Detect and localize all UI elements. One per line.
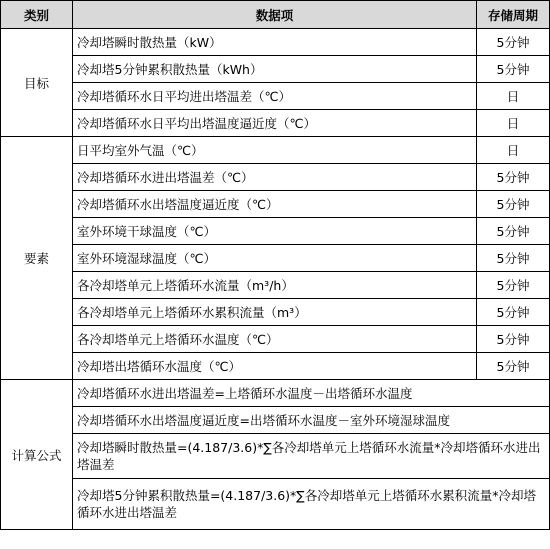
period-cell: 日 (477, 137, 550, 164)
table-row (1, 326, 550, 353)
table-row (1, 110, 550, 137)
formula-cell: 冷却塔5分钟累积散热量=(4.187/3.6)*∑各冷却塔单元上塔循环水累积流量*冷却塔循环水进出塔温差 (73, 479, 550, 530)
table-row (1, 83, 550, 110)
table-row (1, 137, 550, 164)
item-cell: 室外环境干球温度（℃） (73, 218, 477, 245)
category-formulas: 计算公式 (1, 380, 73, 530)
table-row (1, 56, 550, 83)
period-cell: 5分钟 (477, 191, 550, 218)
header-item: 数据项 (73, 1, 477, 29)
period-cell: 5分钟 (477, 218, 550, 245)
table-row (1, 164, 550, 191)
period-cell: 5分钟 (477, 29, 550, 56)
period-cell: 5分钟 (477, 245, 550, 272)
table-row (1, 272, 550, 299)
item-cell: 各冷却塔单元上塔循环水流量（m³/h） (73, 272, 477, 299)
item-cell: 室外环境湿球温度（℃） (73, 245, 477, 272)
table-row (1, 245, 550, 272)
table-row (1, 218, 550, 245)
item-cell: 日平均室外气温（℃） (73, 137, 477, 164)
table-row (1, 434, 550, 479)
item-cell: 冷却塔循环水进出塔温差（℃） (73, 164, 477, 191)
item-cell: 各冷却塔单元上塔循环水温度（℃） (73, 326, 477, 353)
period-cell: 5分钟 (477, 299, 550, 326)
table-row (1, 29, 550, 56)
formula-cell: 冷却塔循环水出塔温度逼近度=出塔循环水温度－室外环境湿球温度 (73, 407, 550, 434)
table-row (1, 191, 550, 218)
period-cell: 5分钟 (477, 272, 550, 299)
table-row (1, 299, 550, 326)
item-cell: 冷却塔5分钟累积散热量（kWh） (73, 56, 477, 83)
table-row (1, 380, 550, 407)
formula-cell: 冷却塔瞬时散热量=(4.187/3.6)*∑各冷却塔单元上塔循环水流量*冷却塔循环水进出塔温差 (73, 434, 550, 479)
period-cell: 5分钟 (477, 56, 550, 83)
item-cell: 冷却塔循环水日平均进出塔温差（℃） (73, 83, 477, 110)
period-cell: 5分钟 (477, 326, 550, 353)
item-cell: 冷却塔循环水出塔温度逼近度（℃） (73, 191, 477, 218)
table-row (1, 479, 550, 530)
item-cell: 各冷却塔单元上塔循环水累积流量（m³） (73, 299, 477, 326)
table-row (1, 353, 550, 380)
header-category: 类别 (1, 1, 73, 29)
category-elements: 要素 (1, 137, 73, 380)
formula-cell: 冷却塔循环水进出塔温差=上塔循环水温度－出塔循环水温度 (73, 380, 550, 407)
header-period: 存储周期 (477, 1, 550, 29)
period-cell: 日 (477, 83, 550, 110)
period-cell: 日 (477, 110, 550, 137)
item-cell: 冷却塔出塔循环水温度（℃） (73, 353, 477, 380)
table-row (1, 407, 550, 434)
item-cell: 冷却塔瞬时散热量（kW） (73, 29, 477, 56)
category-target: 目标 (1, 29, 73, 137)
item-cell: 冷却塔循环水日平均出塔温度逼近度（℃） (73, 110, 477, 137)
period-cell: 5分钟 (477, 164, 550, 191)
period-cell: 5分钟 (477, 353, 550, 380)
